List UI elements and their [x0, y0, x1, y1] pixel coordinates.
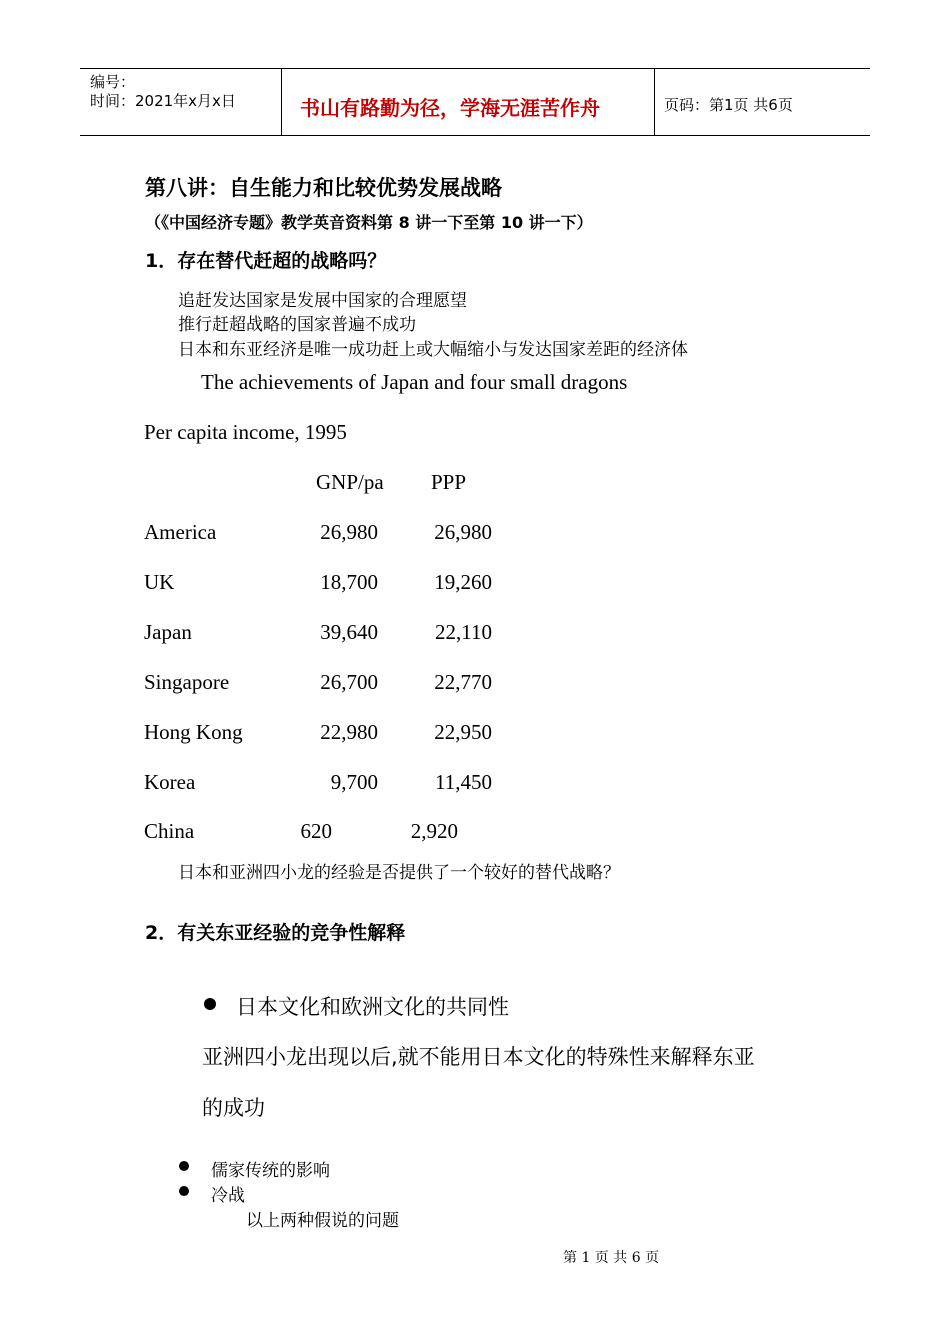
table-cell-ppp: 11,450: [435, 770, 492, 794]
section2-paragraph-line-2: 的成功: [202, 1096, 265, 1120]
header-top-rule: [80, 68, 870, 69]
table-cell-gnp: 22,980: [320, 720, 378, 744]
table-caption: Per capita income, 1995: [144, 420, 347, 444]
table-cell-country: Singapore: [144, 670, 230, 694]
section2-bullet-3: 冷战: [211, 1186, 245, 1206]
table-cell-country: Hong Kong: [144, 720, 243, 744]
table-cell-country: Japan: [144, 620, 192, 644]
header-time-label: 时间：2021年x月x日: [90, 92, 236, 110]
table-cell-ppp: 19,260: [434, 570, 492, 594]
table-cell-ppp: 2,920: [410, 819, 458, 843]
table-cell-gnp: 26,980: [320, 520, 378, 544]
section2-bullet-1: 日本文化和欧洲文化的共同性: [236, 995, 509, 1019]
achievements-line: The achievements of Japan and four small dragons: [201, 370, 628, 394]
section2-bullet-2: 儒家传统的影响: [211, 1161, 330, 1181]
page-footer: 第 1 页 共 6 页: [563, 1250, 660, 1266]
section2-note: 以上两种假说的问题: [246, 1211, 399, 1231]
section1-line-1: 追赶发达国家是发展中国家的合理愿望: [178, 291, 467, 311]
section1-line-3: 日本和东亚经济是唯一成功赶上或大幅缩小与发达国家差距的经济体: [178, 340, 688, 360]
section2-heading: 2．有关东亚经验的竞争性解释: [145, 922, 406, 944]
table-cell-gnp: 620: [300, 819, 332, 843]
table-cell-gnp: 26,700: [320, 670, 378, 694]
table-cell-country: Korea: [144, 770, 196, 794]
table-cell-gnp: 39,640: [320, 620, 378, 644]
section1-heading: 1．存在替代赶超的战略吗？: [145, 250, 387, 272]
table-cell-country: UK: [144, 570, 175, 594]
table-cell-gnp: 9,700: [330, 770, 378, 794]
section2-paragraph-line-1: 亚洲四小龙出现以后,就不能用日本文化的特殊性来解释东亚: [202, 1045, 755, 1069]
table-cell-ppp: 22,110: [435, 620, 492, 644]
table-cell-gnp: 18,700: [320, 570, 378, 594]
header-number-label: 编号：: [90, 73, 136, 91]
header-page-code: 页码：第1页 共6页: [664, 96, 793, 114]
section1-line-2: 推行赶超战略的国家普遍不成功: [178, 315, 416, 335]
header-bottom-rule: [80, 135, 870, 136]
header-motto: 书山有路勤为径，学海无涯苦作舟: [300, 96, 600, 120]
header-divider-left: [281, 68, 282, 136]
table-header-ppp: PPP: [431, 470, 467, 494]
table-cell-ppp: 26,980: [434, 520, 492, 544]
lecture-title: 第八讲：自生能力和比较优势发展战略: [145, 176, 502, 200]
bullet-icon: [179, 1161, 189, 1171]
section1-question: 日本和亚洲四小龙的经验是否提供了一个较好的替代战略？: [178, 863, 620, 883]
table-cell-ppp: 22,770: [434, 670, 492, 694]
table-header-gnp: GNP/pa: [316, 470, 384, 494]
table-cell-country: America: [144, 520, 217, 544]
lecture-subtitle: （《中国经济专题》教学英音资料第 8 讲一下至第 10 讲一下）: [145, 213, 593, 232]
bullet-icon: [179, 1186, 189, 1196]
bullet-icon: [204, 998, 216, 1010]
table-cell-ppp: 22,950: [434, 720, 492, 744]
header-divider-right: [654, 68, 655, 136]
table-cell-country: China: [144, 819, 195, 843]
